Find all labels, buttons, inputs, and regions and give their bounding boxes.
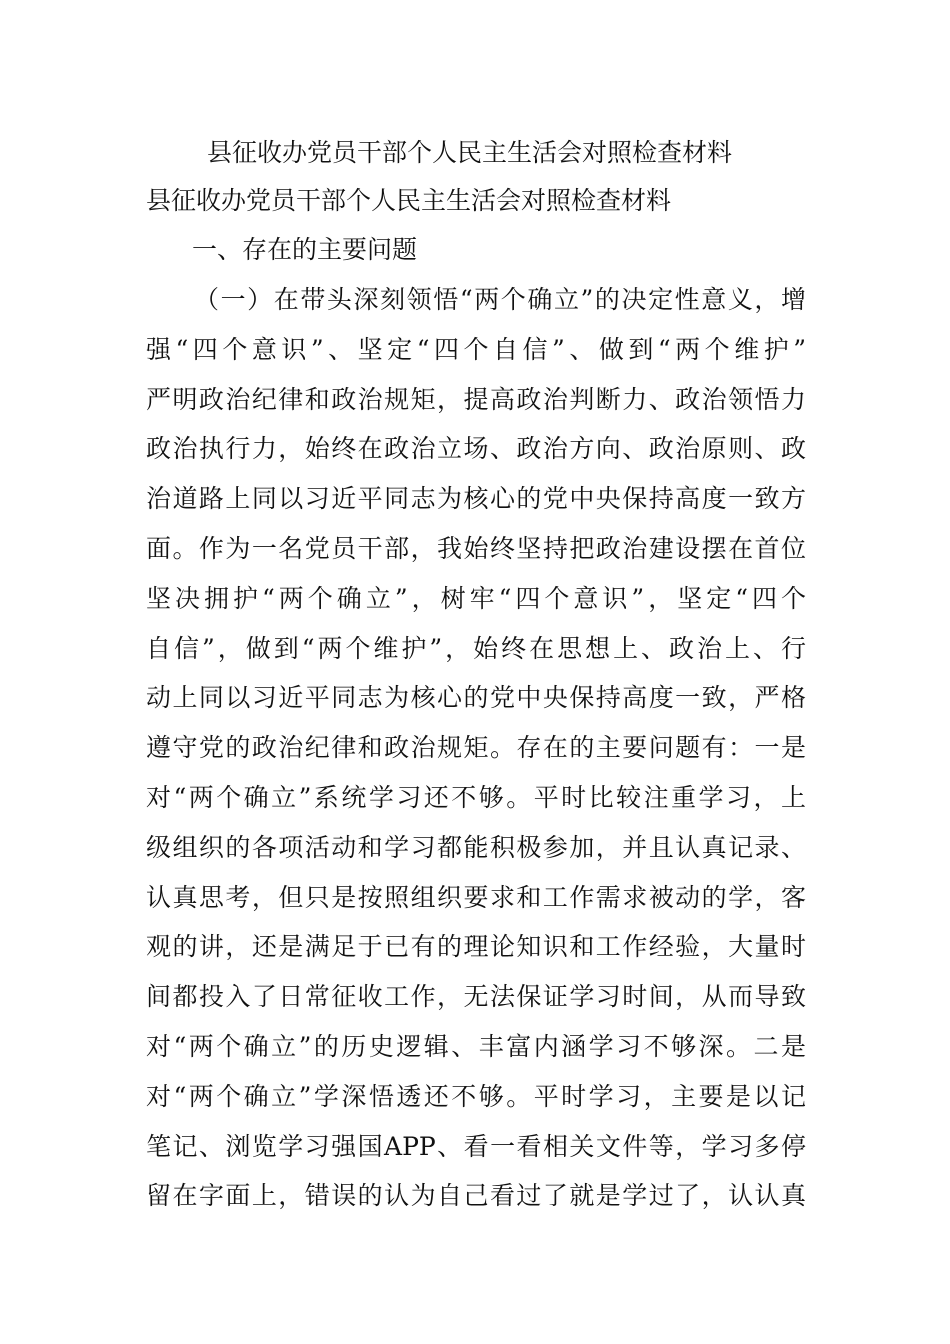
paragraph-line: 治道路上同以习近平同志为核心的党中央保持高度一致方 — [146, 484, 806, 514]
paragraph-line: 间都投入了日常征收工作，无法保证学习时间，从而导致 — [146, 982, 806, 1012]
paragraph-line: 对“两个确立”系统学习还不够。平时比较注重学习，上 — [146, 782, 806, 812]
paragraph-line: 严明政治纪律和政治规矩，提高政治判断力、政治领悟力 — [146, 384, 806, 414]
paragraph-line: 强“四个意识”、坚定“四个自信”、做到“两个维护” — [146, 334, 806, 364]
paragraph-line: 遵守党的政治纪律和政治规矩。存在的主要问题有：一是 — [146, 733, 806, 763]
paragraph-line: 政治执行力，始终在政治立场、政治方向、政治原则、政 — [146, 434, 806, 464]
paragraph-line: （一）在带头深刻领悟“两个确立”的决定性意义，增 — [194, 285, 806, 314]
paragraph-line: 自信”，做到“两个维护”，始终在思想上、政治上、行 — [146, 633, 806, 663]
document-subtitle: 县征收办党员干部个人民主生活会对照检查材料 — [146, 186, 672, 215]
paragraph-line: 对“两个确立”的历史逻辑、丰富内涵学习不够深。二是 — [146, 1031, 806, 1061]
paragraph-line: 动上同以习近平同志为核心的党中央保持高度一致，严格 — [146, 683, 806, 713]
paragraph-line: 笔记、浏览学习强国APP、看一看相关文件等，学习多停 — [146, 1131, 806, 1161]
paragraph-line: 对“两个确立”学深悟透还不够。平时学习，主要是以记 — [146, 1081, 806, 1111]
paragraph-line: 留在字面上，错误的认为自己看过了就是学过了，认认真 — [146, 1181, 806, 1211]
document-title: 县征收办党员干部个人民主生活会对照检查材料 — [207, 138, 733, 167]
paragraph-line: 坚决拥护“两个确立”，树牢“四个意识”，坚定“四个 — [146, 583, 806, 613]
section-heading: 一、存在的主要问题 — [192, 235, 418, 264]
paragraph-line: 认真思考，但只是按照组织要求和工作需求被动的学，客 — [146, 882, 806, 912]
paragraph-line: 面。作为一名党员干部，我始终坚持把政治建设摆在首位 — [146, 533, 806, 563]
body-paragraph — [146, 283, 806, 1229]
paragraph-line: 观的讲，还是满足于已有的理论知识和工作经验，大量时 — [146, 932, 806, 962]
paragraph-line: 级组织的各项活动和学习都能积极参加，并且认真记录、 — [146, 832, 806, 862]
